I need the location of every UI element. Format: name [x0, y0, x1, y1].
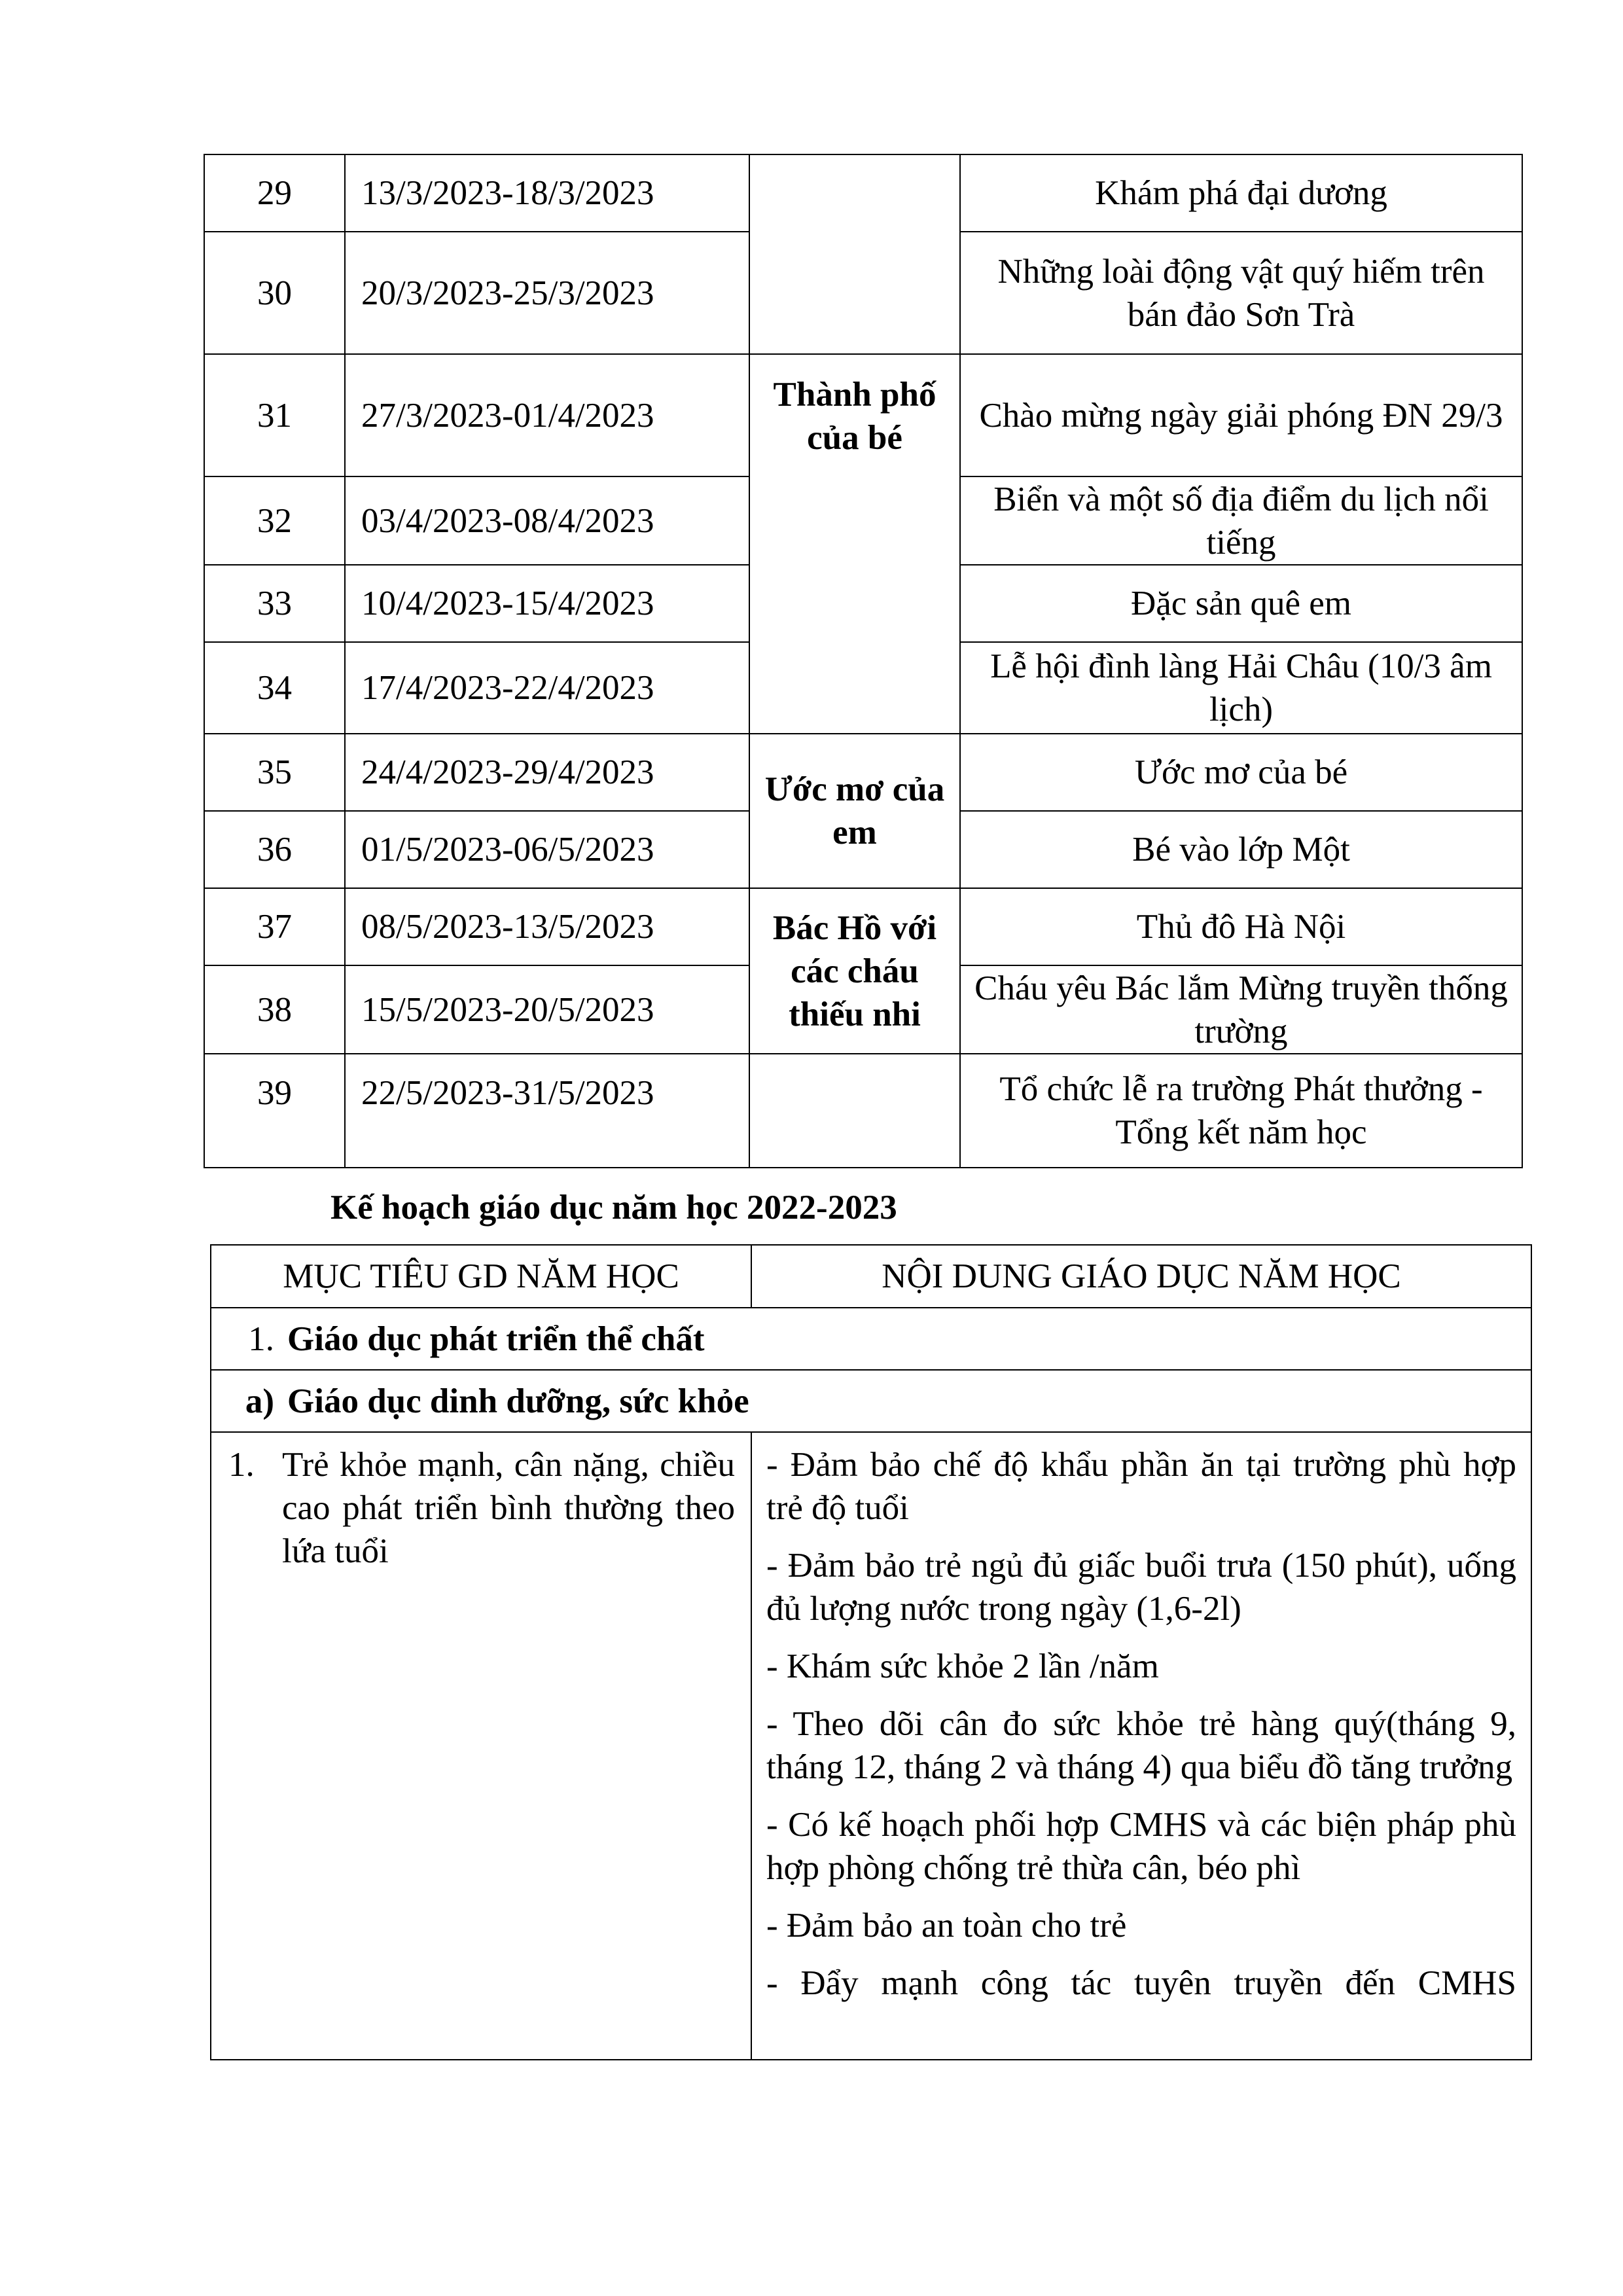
section-title: Giáo dục phát triển thể chất [287, 1319, 705, 1358]
week-number: 33 [204, 565, 345, 642]
week-dates: 10/4/2023-15/4/2023 [345, 565, 749, 642]
content-cell [751, 1432, 1531, 2060]
week-dates: 20/3/2023-25/3/2023 [345, 232, 749, 354]
week-number: 29 [204, 154, 345, 232]
table-row [211, 1432, 1531, 2060]
goal-number: 1. [228, 1446, 255, 1484]
week-dates: 03/4/2023-08/4/2023 [345, 476, 749, 565]
week-topic: Tổ chức lễ ra trường Phát thưởng - Tổng kết năm học [960, 1054, 1522, 1168]
content-item: - Khám sức khỏe 2 lần /năm [766, 1647, 1159, 1685]
week-dates: 08/5/2023-13/5/2023 [345, 888, 749, 965]
week-topic: Biển và một số địa điểm du lịch nổi tiếng [960, 476, 1522, 565]
week-dates: 13/3/2023-18/3/2023 [345, 154, 749, 232]
week-topic: Đặc sản quê em [960, 565, 1522, 642]
week-number: 31 [204, 354, 345, 476]
week-dates: 17/4/2023-22/4/2023 [345, 642, 749, 734]
goal-text: Trẻ khỏe mạnh, cân nặng, chiều cao phát triển bình thường theo lứa tuổi [282, 1446, 735, 1570]
week-dates: 24/4/2023-29/4/2023 [345, 734, 749, 811]
week-topic: Chào mừng ngày giải phóng ĐN 29/3 [960, 354, 1522, 476]
table-row [204, 734, 1522, 811]
goal-cell [211, 1432, 751, 2060]
section-physical-education [211, 1308, 1531, 1370]
subsection-row [211, 1370, 1531, 1432]
theme-cell-empty [749, 154, 960, 354]
content-item: - Đảm bảo trẻ ngủ đủ giấc buổi trưa (150 phút), uống đủ lượng nước trong ngày (1,6-2l) [766, 1547, 1516, 1628]
week-number: 34 [204, 642, 345, 734]
education-plan-table [210, 1244, 1532, 2060]
content-item: - Đảm bảo chế độ khẩu phần ăn tại trường phù hợp trẻ độ tuổi [766, 1446, 1516, 1527]
theme-cell-empty [749, 1054, 960, 1168]
theme-uncle-ho: Bác Hồ với các cháu thiếu nhi [749, 888, 960, 1054]
week-topic: Khám phá đại dương [960, 154, 1522, 232]
column-header-content: NỘI DUNG GIÁO DỤC NĂM HỌC [751, 1245, 1531, 1308]
table-header-row [211, 1245, 1531, 1308]
week-topic: Lễ hội đình làng Hải Châu (10/3 âm lịch) [960, 642, 1522, 734]
week-topic: Ước mơ của bé [960, 734, 1522, 811]
subsection-letter: a) [245, 1382, 274, 1420]
week-dates: 15/5/2023-20/5/2023 [345, 965, 749, 1054]
table-row [204, 154, 1522, 232]
week-topic: Cháu yêu Bác lắm Mừng truyền thống trường [960, 965, 1522, 1054]
content-item: - Đẩy mạnh công tác tuyên truyền đến CMHS [766, 1964, 1516, 2002]
week-number: 35 [204, 734, 345, 811]
content-item: - Có kế hoạch phối hợp CMHS và các biện pháp phù hợp phòng chống trẻ thừa cân, béo phì [766, 1806, 1516, 1887]
theme-city: Thành phố của bé [749, 354, 960, 734]
theme-dream: Ước mơ của em [749, 734, 960, 888]
subsection-nutrition-health [211, 1370, 1531, 1432]
week-dates: 27/3/2023-01/4/2023 [345, 354, 749, 476]
week-number: 36 [204, 811, 345, 888]
plan-heading: Kế hoạch giáo dục năm học 2022-2023 [330, 1189, 897, 1227]
week-topic: Bé vào lớp Một [960, 811, 1522, 888]
week-topic: Những loài động vật quý hiếm trên bán đảo Sơn Trà [960, 232, 1522, 354]
table-row [204, 1054, 1522, 1168]
weekly-schedule-table [204, 154, 1523, 1168]
section-row [211, 1308, 1531, 1370]
week-number: 37 [204, 888, 345, 965]
week-topic: Thủ đô Hà Nội [960, 888, 1522, 965]
content-item: - Đảm bảo an toàn cho trẻ [766, 1907, 1127, 1945]
week-number: 39 [204, 1054, 345, 1168]
content-item: - Theo dõi cân đo sức khỏe trẻ hàng quý(tháng 9, tháng 12, tháng 2 và tháng 4) qua biểu đồ tăng trưởng [766, 1705, 1516, 1786]
week-number: 30 [204, 232, 345, 354]
subsection-title: Giáo dục dinh dưỡng, sức khỏe [287, 1382, 749, 1420]
column-header-goal: MỤC TIÊU GD NĂM HỌC [211, 1245, 751, 1308]
week-dates: 22/5/2023-31/5/2023 [345, 1054, 749, 1168]
week-number: 32 [204, 476, 345, 565]
table-row [204, 888, 1522, 965]
week-number: 38 [204, 965, 345, 1054]
week-dates: 01/5/2023-06/5/2023 [345, 811, 749, 888]
section-number: 1. [248, 1319, 274, 1358]
table-row [204, 354, 1522, 476]
